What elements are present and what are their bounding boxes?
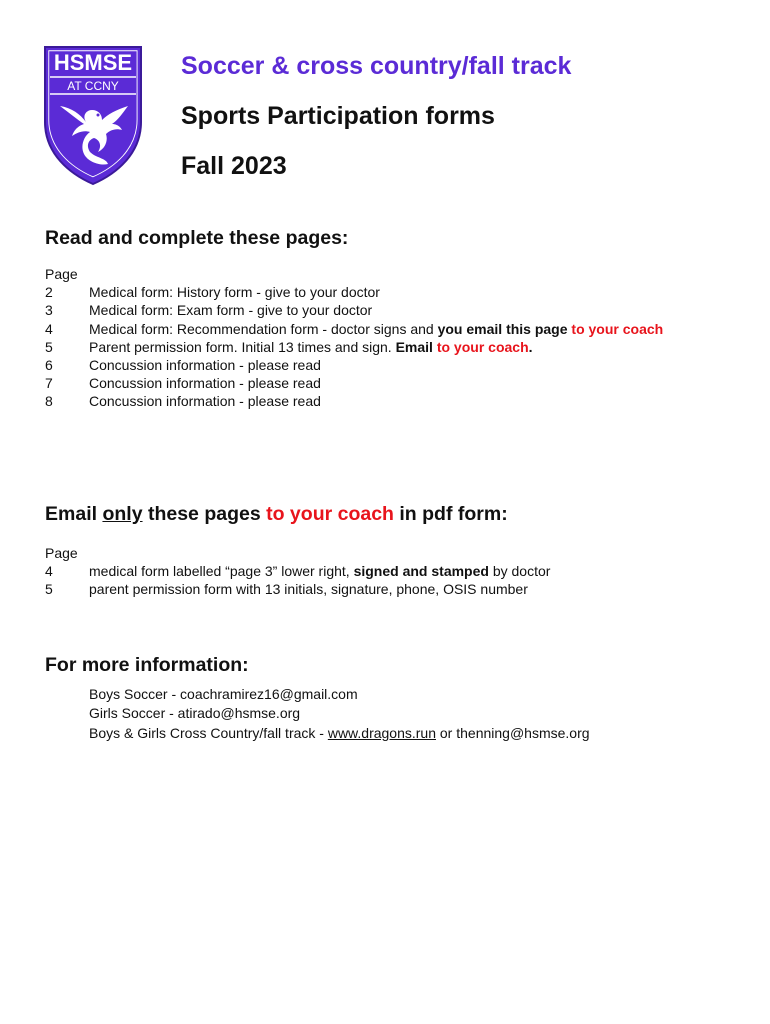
list-item: 4 Medical form: Recommendation form - doctor signs and you email this page to your coach bbox=[45, 320, 664, 337]
list-item: 8 Concussion information - please read bbox=[45, 393, 321, 410]
list-item: 5 parent permission form with 13 initials, signature, phone, OSIS number bbox=[45, 581, 528, 598]
contact-girls-soccer: Girls Soccer - atirado@hsmse.org bbox=[89, 705, 301, 722]
read-pages-list bbox=[45, 265, 663, 411]
list-item: 5 Parent permission form. Initial 13 times and sign. Email to your coach. bbox=[45, 338, 533, 355]
section-info-heading: For more information: bbox=[45, 654, 249, 676]
title-sports: Soccer & cross country/fall track bbox=[181, 52, 572, 80]
title-block bbox=[181, 50, 571, 182]
list-item: 7 Concussion information - please read bbox=[45, 375, 321, 392]
logo-text-main: HSMSE bbox=[53, 50, 133, 75]
logo-text-sub: AT CCNY bbox=[67, 79, 119, 93]
list-item: 6 Concussion information - please read bbox=[45, 357, 321, 374]
page-column-label: Page bbox=[45, 545, 78, 561]
title-forms: Sports Participation forms bbox=[181, 102, 495, 130]
email-pages-list bbox=[45, 544, 550, 599]
title-season: Fall 2023 bbox=[181, 152, 287, 180]
contact-info bbox=[89, 685, 590, 743]
hsmse-logo bbox=[42, 44, 144, 186]
dragons-run-link[interactable]: www.dragons.run bbox=[327, 724, 436, 741]
list-item: 3 Medical form: Exam form - give to your doctor bbox=[45, 302, 373, 319]
page-column-label: Page bbox=[45, 266, 78, 282]
contact-boys-soccer: Boys Soccer - coachramirez16@gmail.com bbox=[89, 686, 358, 702]
list-item: 4 medical form labelled “page 3” lower right, signed and stamped by doctor bbox=[45, 563, 551, 580]
contact-cross-country: Boys & Girls Cross Country/fall track - www.dragons.run or thenning@hsmse.org bbox=[89, 724, 590, 741]
list-item: 2 Medical form: History form - give to your doctor bbox=[45, 284, 380, 301]
section-email-heading: Email only these pages to your coach in pdf form: bbox=[45, 503, 508, 525]
section-read-heading: Read and complete these pages: bbox=[45, 227, 349, 249]
